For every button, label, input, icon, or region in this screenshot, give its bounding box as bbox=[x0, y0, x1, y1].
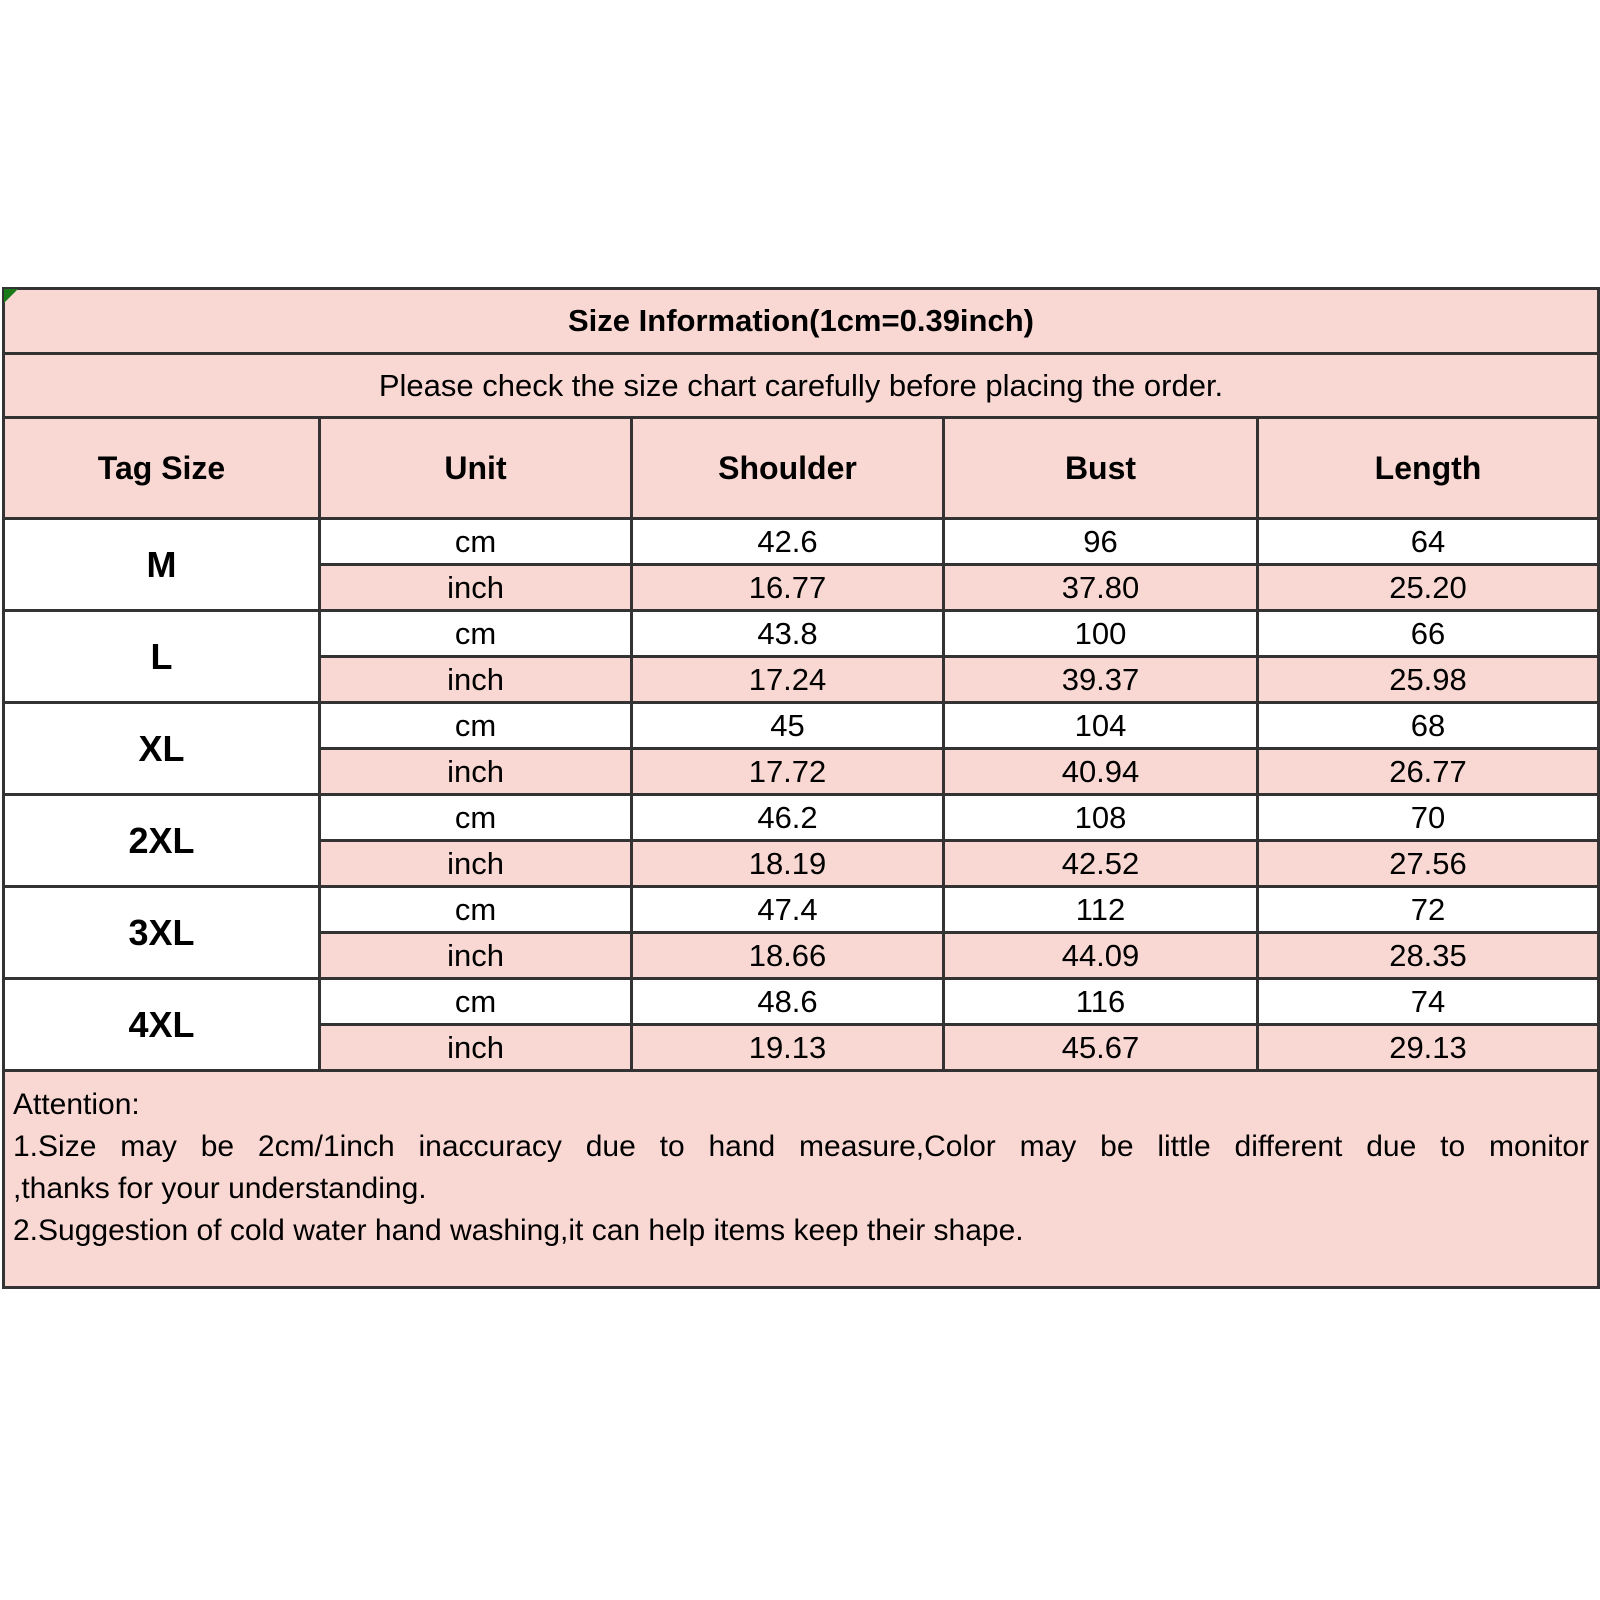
unit-cell-cm: cm bbox=[320, 887, 632, 933]
table-row-4xl-cm bbox=[4, 979, 1599, 1025]
attention-block bbox=[4, 1071, 1599, 1288]
spreadsheet-corner-marker bbox=[4, 289, 18, 303]
value-cell-bust: 40.94 bbox=[944, 749, 1258, 795]
table-row-3xl-cm bbox=[4, 887, 1599, 933]
unit-cell-inch: inch bbox=[320, 749, 632, 795]
tag-size-cell: M bbox=[4, 519, 320, 611]
value-cell-shoulder: 18.19 bbox=[632, 841, 944, 887]
value-cell-length: 28.35 bbox=[1258, 933, 1599, 979]
size-chart-table bbox=[2, 287, 1600, 1289]
table-title-row bbox=[4, 289, 1599, 354]
unit-cell-inch: inch bbox=[320, 933, 632, 979]
table-row-2xl-cm bbox=[4, 795, 1599, 841]
unit-cell-cm: cm bbox=[320, 519, 632, 565]
attention-row bbox=[4, 1071, 1599, 1288]
value-cell-shoulder: 48.6 bbox=[632, 979, 944, 1025]
value-cell-bust: 108 bbox=[944, 795, 1258, 841]
value-cell-length: 25.20 bbox=[1258, 565, 1599, 611]
unit-cell-cm: cm bbox=[320, 611, 632, 657]
header-shoulder: Shoulder bbox=[632, 418, 944, 519]
attention-note-1: 1.Size may be 2cm/1inch inaccuracy due to hand measure,Color may be little different due to monitor bbox=[13, 1130, 1589, 1163]
table-row-xl-cm bbox=[4, 703, 1599, 749]
unit-cell-inch: inch bbox=[320, 565, 632, 611]
value-cell-bust: 100 bbox=[944, 611, 1258, 657]
value-cell-length: 68 bbox=[1258, 703, 1599, 749]
tag-size-cell: 3XL bbox=[4, 887, 320, 979]
unit-cell-cm: cm bbox=[320, 979, 632, 1025]
value-cell-bust: 39.37 bbox=[944, 657, 1258, 703]
value-cell-shoulder: 42.6 bbox=[632, 519, 944, 565]
value-cell-length: 25.98 bbox=[1258, 657, 1599, 703]
header-tag-size: Tag Size bbox=[4, 418, 320, 519]
value-cell-length: 64 bbox=[1258, 519, 1599, 565]
value-cell-length: 29.13 bbox=[1258, 1025, 1599, 1071]
value-cell-length: 26.77 bbox=[1258, 749, 1599, 795]
unit-cell-inch: inch bbox=[320, 657, 632, 703]
value-cell-length: 74 bbox=[1258, 979, 1599, 1025]
unit-cell-inch: inch bbox=[320, 841, 632, 887]
table-header-row bbox=[4, 418, 1599, 519]
table-title: Size Information(1cm=0.39inch) bbox=[4, 289, 1599, 354]
value-cell-bust: 116 bbox=[944, 979, 1258, 1025]
unit-cell-inch: inch bbox=[320, 1025, 632, 1071]
value-cell-bust: 45.67 bbox=[944, 1025, 1258, 1071]
attention-heading: Attention: bbox=[13, 1088, 140, 1121]
attention-note-1-cont: ,thanks for your understanding. bbox=[13, 1172, 427, 1205]
value-cell-bust: 44.09 bbox=[944, 933, 1258, 979]
value-cell-length: 27.56 bbox=[1258, 841, 1599, 887]
value-cell-shoulder: 17.72 bbox=[632, 749, 944, 795]
value-cell-bust: 104 bbox=[944, 703, 1258, 749]
value-cell-bust: 96 bbox=[944, 519, 1258, 565]
header-bust: Bust bbox=[944, 418, 1258, 519]
table-subtitle: Please check the size chart carefully before placing the order. bbox=[4, 354, 1599, 418]
table-row-l-cm bbox=[4, 611, 1599, 657]
unit-cell-cm: cm bbox=[320, 795, 632, 841]
header-unit: Unit bbox=[320, 418, 632, 519]
header-length: Length bbox=[1258, 418, 1599, 519]
value-cell-shoulder: 16.77 bbox=[632, 565, 944, 611]
value-cell-bust: 37.80 bbox=[944, 565, 1258, 611]
value-cell-shoulder: 19.13 bbox=[632, 1025, 944, 1071]
tag-size-cell: L bbox=[4, 611, 320, 703]
value-cell-shoulder: 17.24 bbox=[632, 657, 944, 703]
tag-size-cell: 4XL bbox=[4, 979, 320, 1071]
value-cell-length: 70 bbox=[1258, 795, 1599, 841]
unit-cell-cm: cm bbox=[320, 703, 632, 749]
tag-size-cell: 2XL bbox=[4, 795, 320, 887]
value-cell-shoulder: 43.8 bbox=[632, 611, 944, 657]
value-cell-shoulder: 45 bbox=[632, 703, 944, 749]
value-cell-bust: 112 bbox=[944, 887, 1258, 933]
tag-size-cell: XL bbox=[4, 703, 320, 795]
value-cell-length: 72 bbox=[1258, 887, 1599, 933]
value-cell-shoulder: 47.4 bbox=[632, 887, 944, 933]
value-cell-length: 66 bbox=[1258, 611, 1599, 657]
value-cell-shoulder: 46.2 bbox=[632, 795, 944, 841]
value-cell-shoulder: 18.66 bbox=[632, 933, 944, 979]
table-row-m-cm bbox=[4, 519, 1599, 565]
table-subtitle-row bbox=[4, 354, 1599, 418]
attention-note-2: 2.Suggestion of cold water hand washing,it can help items keep their shape. bbox=[13, 1214, 1024, 1247]
value-cell-bust: 42.52 bbox=[944, 841, 1258, 887]
